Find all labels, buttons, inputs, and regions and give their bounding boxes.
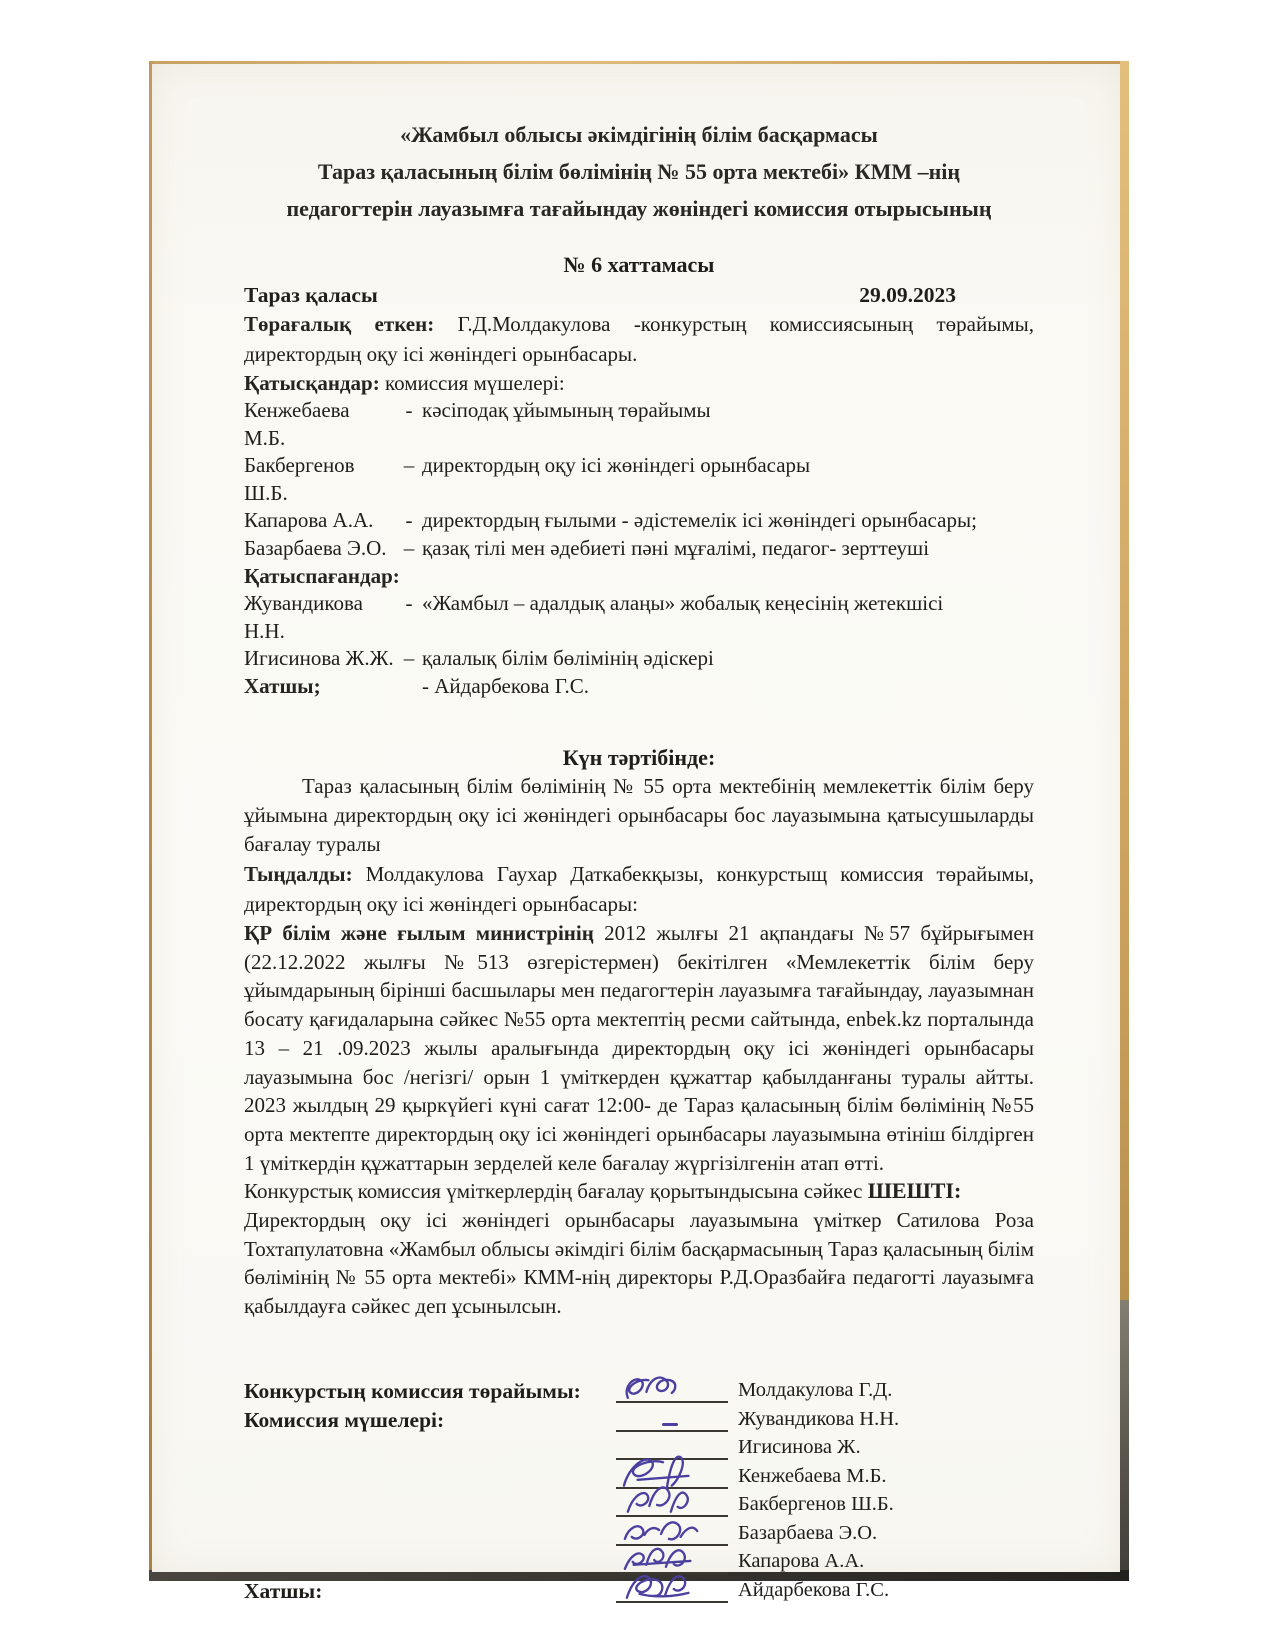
absent-heading [244,562,1034,590]
signature-ink-icon [620,1564,708,1608]
attendees-heading [244,369,1034,397]
paper-edge-right [1120,61,1129,1301]
signatory-name: Молдакулова Г.Д. [738,1379,893,1402]
decision-prefix: Конкурстық комиссия үміткерлердің бағалау қорытындысына сәйкес [244,1179,868,1204]
signature-chair-label: Конкурстың комиссия төрайымы: [244,1378,581,1403]
body-text: 2012 жылғы 21 ақпандағы №57 бұйрығымен (22.12.2022 жылғы №513 өзгерістермен) бекітілген «Мемлекеттік білім беру ұйымдарының бірінші басшылары мен педагогтерін лауазымға тағайындау, лауазымнан босату қағидаларына сәйкес №55 орта мектептің ресми сайтында, enbek.kz порталында 13 – 21 .09.2023 жылы аралығында директордың оқу ісі жөніндегі орынбасары лауазымына бос /негізгі/ орын 1 үміткерден құжаттар қабылданғаны туралы айтты. 2023 жылдың 29 қыркүйегі күні сағат 12:00- де Тараз қаласының білім бөлімінің №55 орта мектепте директордың оқу ісі жөніндегі орынбасары лауазымына өтініш білдірген 1 үміткердін құжаттарын зерделей келе бағалау жүргізілгенін атап өтті. [244,921,1034,1175]
header-line-2: Тараз қаласының білім бөлімінің № 55 орта мектебі» КММ –нің [317,159,961,184]
signature-dash-icon [662,1423,678,1426]
chairperson-label: Төрағалық еткен: [244,312,435,336]
document-date: 29.09.2023 [859,283,956,307]
signature-block [244,1375,1034,1611]
absent-role: қалалық білім бөлімінің әдіскері [422,646,714,670]
absent-separator: – [403,646,415,670]
secretary-label: Хатшы; [244,673,321,698]
signatory-name: Кенжебаева М.Б. [738,1464,887,1487]
body-paragraph [244,919,1034,1177]
heard-paragraph [244,859,1034,919]
attendee-role: директордың ғылыми - әдістемелік ісі жөніндегі орынбасары; [422,508,977,532]
heard-text: Молдакулова Гаухар Даткабекқызы, конкурстыщ комиссия төрайымы, директордың оқу ісі жөніндегі орынбасары: [244,862,1034,916]
protocol-number-title: № 6 хаттамасы [563,252,715,277]
document-content [244,108,1034,1611]
attendee-separator: – [403,535,415,560]
attendee-name: Базарбаева Э.О. [244,535,387,560]
signatory-name: Игисинова Ж. [738,1436,861,1459]
signatory-name: Жувандикова Н.Н. [738,1407,900,1430]
heard-label: Тыңдалды: [244,862,353,886]
signatory-name: Айдарбекова Г.С. [738,1578,890,1601]
chairperson-text: Г.Д.Молдакулова -конкурстың комиссиясының төрайымы, директордың оқу ісі жөніндегі орынбасары. [244,312,1034,366]
signature-line [616,1404,728,1432]
signature-line [616,1575,728,1603]
signature-row [616,1574,899,1603]
decision-line [244,1177,1034,1206]
absent-row [244,590,1034,645]
attendees-list [244,397,1034,562]
attendee-row [244,535,1034,563]
attendee-name: Бакбергенов Ш.Б. [244,453,355,505]
attendee-row [244,452,1034,507]
scanned-document-page [152,64,1120,1603]
signature-row [616,1403,899,1432]
attendee-name: Капарова А.А. [244,508,374,532]
attendee-row [244,397,1034,452]
attendee-separator: - [405,508,413,532]
signature-secretary-label: Хатшы: [244,1578,323,1603]
attendees-label: Қатысқандар: [244,371,380,395]
attendees-sublabel: комиссия мүшелері: [379,371,565,395]
attendee-role: директордың оқу ісі жөніндегі орынбасары [422,453,811,477]
signature-line [616,1375,728,1403]
absent-name: Игисинова Ж.Ж. [244,646,394,670]
attendee-separator: – [403,453,415,477]
attendee-row [244,507,1034,535]
absent-list [244,590,1034,700]
agenda-heading: Күн тәртібінде: [562,745,716,770]
signature-column [616,1375,899,1603]
document-header [244,116,1034,227]
signature-ink-icon [620,1368,708,1408]
absent-separator: - [405,591,413,615]
attendee-separator: - [405,398,413,422]
absent-role: «Жамбыл – адалдық алаңы» жобалық кеңесінің жетекшісі [422,591,944,615]
signature-row [616,1375,899,1404]
secretary-row [244,673,1034,701]
body-lead-bold: ҚР білім және ғылым министрінің [244,921,594,945]
agenda-paragraph: Тараз қаласының білім бөлімінің № 55 орта мектебінің мемлекеттік білім беру ұйымына директордың оқу ісі жөніндегі орынбасары бос лауазымына қатысушыларды бағалау туралы [244,774,1034,856]
city-date-row [244,281,1034,309]
chairperson-paragraph [244,309,1034,369]
signatory-name: Бакбергенов Ш.Б. [738,1493,894,1516]
absent-name: Жувандикова Н.Н. [244,591,364,643]
city-label: Тараз қаласы [244,283,378,307]
absent-label: Қатыспағандар: [244,564,400,588]
decision-bold: ШЕШТІ: [867,1178,962,1204]
header-line-1: «Жамбыл облысы әкімдігінің білім басқармасы [400,122,878,147]
secretary-value: - Айдарбекова Г.С. [422,673,590,698]
attendee-role: қазақ тілі мен әдебиеті пәні мұғалімі, педагог- зерттеуші [422,535,930,560]
attendee-name: Кенжебаева М.Б. [244,398,350,450]
header-line-3: педагогтерін лауазымға тағайындау жөніндегі комиссия отырысының [286,196,992,221]
signature-members-label: Комиссия мүшелері: [244,1407,445,1432]
resolution-paragraph: Директордың оқу ісі жөніндегі орынбасары лауазымына үміткер Сатилова Роза Тохтапулатовна «Жамбыл облысы әкімдігі білім басқармасының Тараз қаласының білім бөлімінің № 55 орта мектебі» КММ-нің директоры Р.Д.Оразбайға педагогті лауазымға қабылдауға сәйкес деп ұсынылсын. [244,1208,1034,1319]
signatory-name: Капарова А.А. [738,1550,865,1573]
attendee-role: кәсіподақ ұйымының төрайымы [422,398,711,422]
absent-row [244,645,1034,673]
signatory-name: Базарбаева Э.О. [738,1521,878,1544]
